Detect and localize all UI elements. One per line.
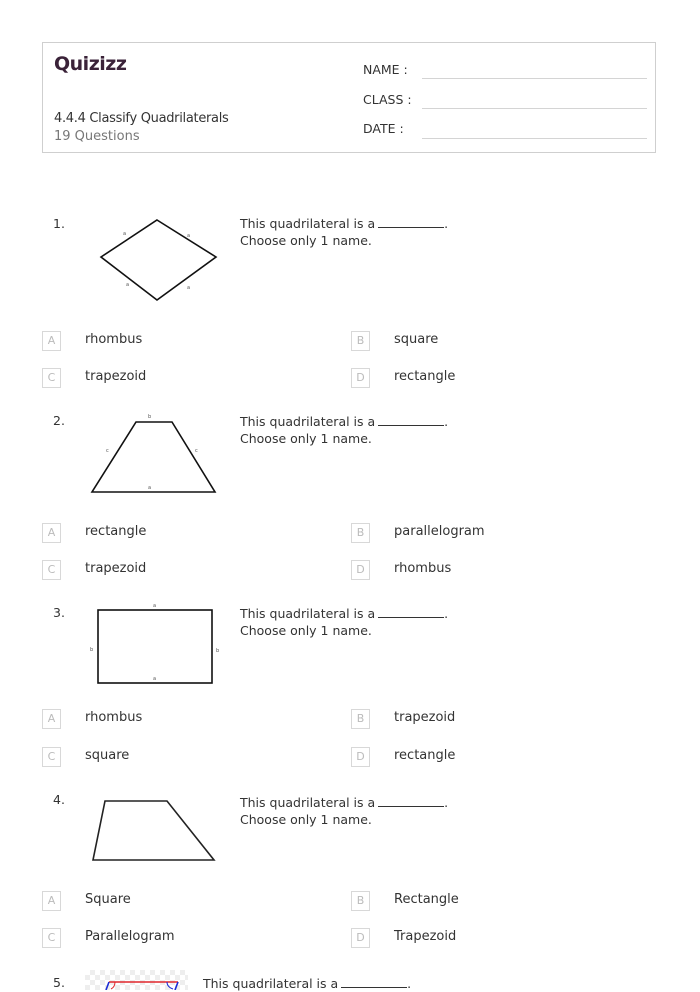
option-letter: D: [351, 368, 370, 388]
question-number: 5.: [53, 975, 65, 990]
option-letter: A: [42, 331, 61, 351]
option-letter: B: [351, 523, 370, 543]
worksheet-header: [42, 42, 656, 153]
option-letter: B: [351, 331, 370, 351]
svg-text:b: b: [216, 648, 220, 654]
worksheet-title: 4.4.4 Classify Quadrilaterals: [54, 111, 229, 126]
question-number: 1.: [53, 216, 65, 231]
svg-text:a: a: [187, 233, 191, 239]
option-text: rectangle: [85, 524, 147, 539]
question-text: This quadrilateral is a . Choose only 1 name.: [240, 795, 449, 827]
answer-blank: [341, 977, 407, 988]
option-letter: B: [351, 891, 370, 911]
option-text: square: [85, 748, 130, 763]
svg-text:a: a: [126, 282, 130, 288]
option-letter: A: [42, 523, 61, 543]
svg-text:c: c: [195, 448, 198, 454]
option-text: Rectangle: [394, 892, 459, 907]
question-text: This quadrilateral is a . Choose only 1 name.: [240, 216, 449, 248]
date-label: DATE :: [363, 121, 404, 136]
option-letter: A: [42, 891, 61, 911]
svg-text:a: a: [187, 285, 191, 291]
class-field[interactable]: [422, 108, 647, 109]
class-label: CLASS :: [363, 92, 412, 107]
option-letter: D: [351, 928, 370, 948]
svg-text:a: a: [153, 676, 157, 682]
trapezoid-diagram: [88, 410, 220, 498]
svg-text:c: c: [106, 448, 109, 454]
svg-text:a: a: [148, 485, 152, 491]
option-text: rhombus: [85, 332, 143, 347]
option-letter: C: [42, 747, 61, 767]
answer-blank: [378, 796, 444, 807]
option-text: trapezoid: [394, 710, 456, 725]
question-text: This quadrilateral is a . Choose only 1 name.: [240, 414, 449, 446]
quadrilateral-diagram: [85, 970, 188, 990]
option-letter: C: [42, 928, 61, 948]
name-field[interactable]: [422, 78, 647, 79]
question-number: 2.: [53, 413, 65, 428]
svg-text:a: a: [153, 603, 157, 609]
option-text: rhombus: [85, 710, 143, 725]
option-text: rectangle: [394, 369, 456, 384]
rhombus-diagram: [95, 215, 220, 310]
question-number: 3.: [53, 605, 65, 620]
option-text: trapezoid: [85, 369, 147, 384]
svg-text:b: b: [148, 414, 152, 420]
svg-text:b: b: [90, 647, 94, 653]
option-text: square: [394, 332, 439, 347]
answer-blank: [378, 607, 444, 618]
option-letter: B: [351, 709, 370, 729]
option-text: Trapezoid: [394, 929, 457, 944]
answer-blank: [378, 217, 444, 228]
question-number: 4.: [53, 792, 65, 807]
option-letter: C: [42, 368, 61, 388]
option-text: rhombus: [394, 561, 452, 576]
question-text: This quadrilateral is a .: [203, 976, 412, 991]
rectangle-diagram: [85, 600, 225, 690]
option-letter: D: [351, 560, 370, 580]
question-count: 19 Questions: [54, 129, 140, 144]
option-text: parallelogram: [394, 524, 485, 539]
question-text: This quadrilateral is a . Choose only 1 name.: [240, 606, 449, 638]
option-letter: A: [42, 709, 61, 729]
option-text: rectangle: [394, 748, 456, 763]
trapezoid-diagram: [88, 795, 220, 865]
option-text: trapezoid: [85, 561, 147, 576]
quizizz-logo: Quizizz: [54, 53, 127, 75]
option-text: Square: [85, 892, 131, 907]
svg-text:a: a: [123, 231, 127, 237]
option-text: Parallelogram: [85, 929, 175, 944]
answer-blank: [378, 415, 444, 426]
option-letter: D: [351, 747, 370, 767]
option-letter: C: [42, 560, 61, 580]
date-field[interactable]: [422, 138, 647, 139]
name-label: NAME :: [363, 62, 408, 77]
